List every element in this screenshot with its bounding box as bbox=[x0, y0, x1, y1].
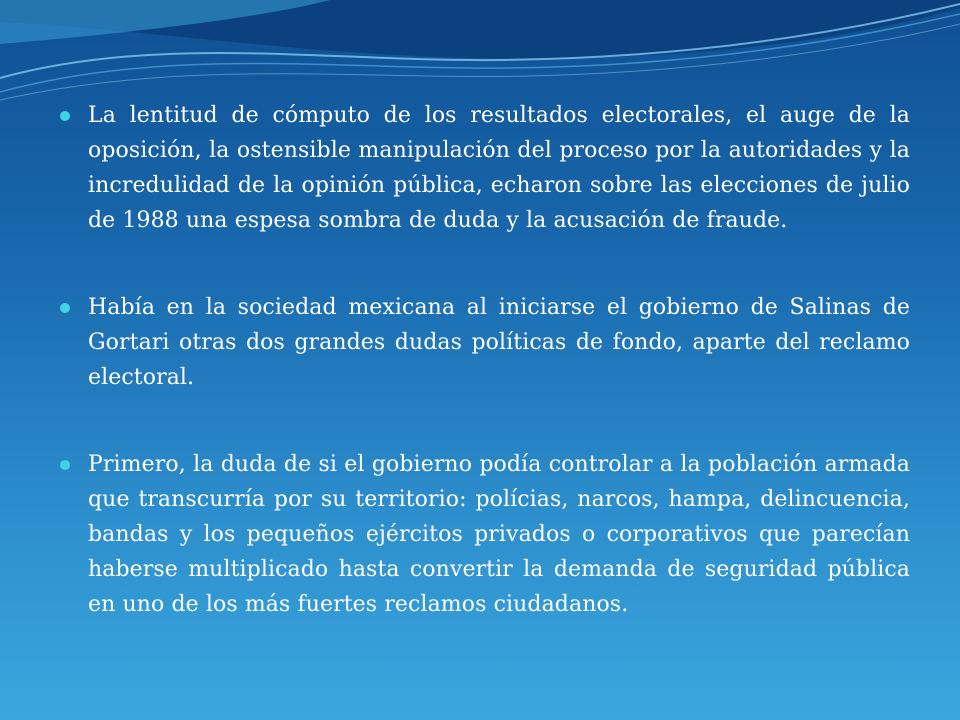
bullet-text: La lentitud de cómputo de los resultados electorales, el auge de la oposición, la ostensible manipulación del proceso por la autoridades y la incredulidad de la opinión pública, echaron sobre las elecciones de julio de 1988 una espesa sombra de duda y la acusación de fraude. bbox=[88, 103, 910, 233]
bullet-dot-icon bbox=[60, 303, 70, 313]
bullet-dot-icon bbox=[60, 111, 70, 121]
bullet-item bbox=[60, 447, 910, 622]
bullet-dot-icon bbox=[60, 460, 70, 470]
bullet-text: Había en la sociedad mexicana al iniciarse el gobierno de Salinas de Gortari otras dos grandes dudas políticas de fondo, aparte del reclamo electoral. bbox=[88, 295, 910, 390]
bullet-item bbox=[60, 98, 910, 238]
wave-decoration bbox=[0, 0, 960, 110]
bullet-text: Primero, la duda de si el gobierno podía controlar a la población armada que transcurría por su territorio: polícias, narcos, hampa, delincuencia, bandas y los pequeños ejércitos privados o corporativos que parecían haberse multiplicado hasta convertir la demanda de seguridad pública en uno de los más fuertes reclamos ciudadanos. bbox=[88, 452, 910, 617]
bullet-list bbox=[60, 98, 910, 622]
bullet-item bbox=[60, 290, 910, 395]
